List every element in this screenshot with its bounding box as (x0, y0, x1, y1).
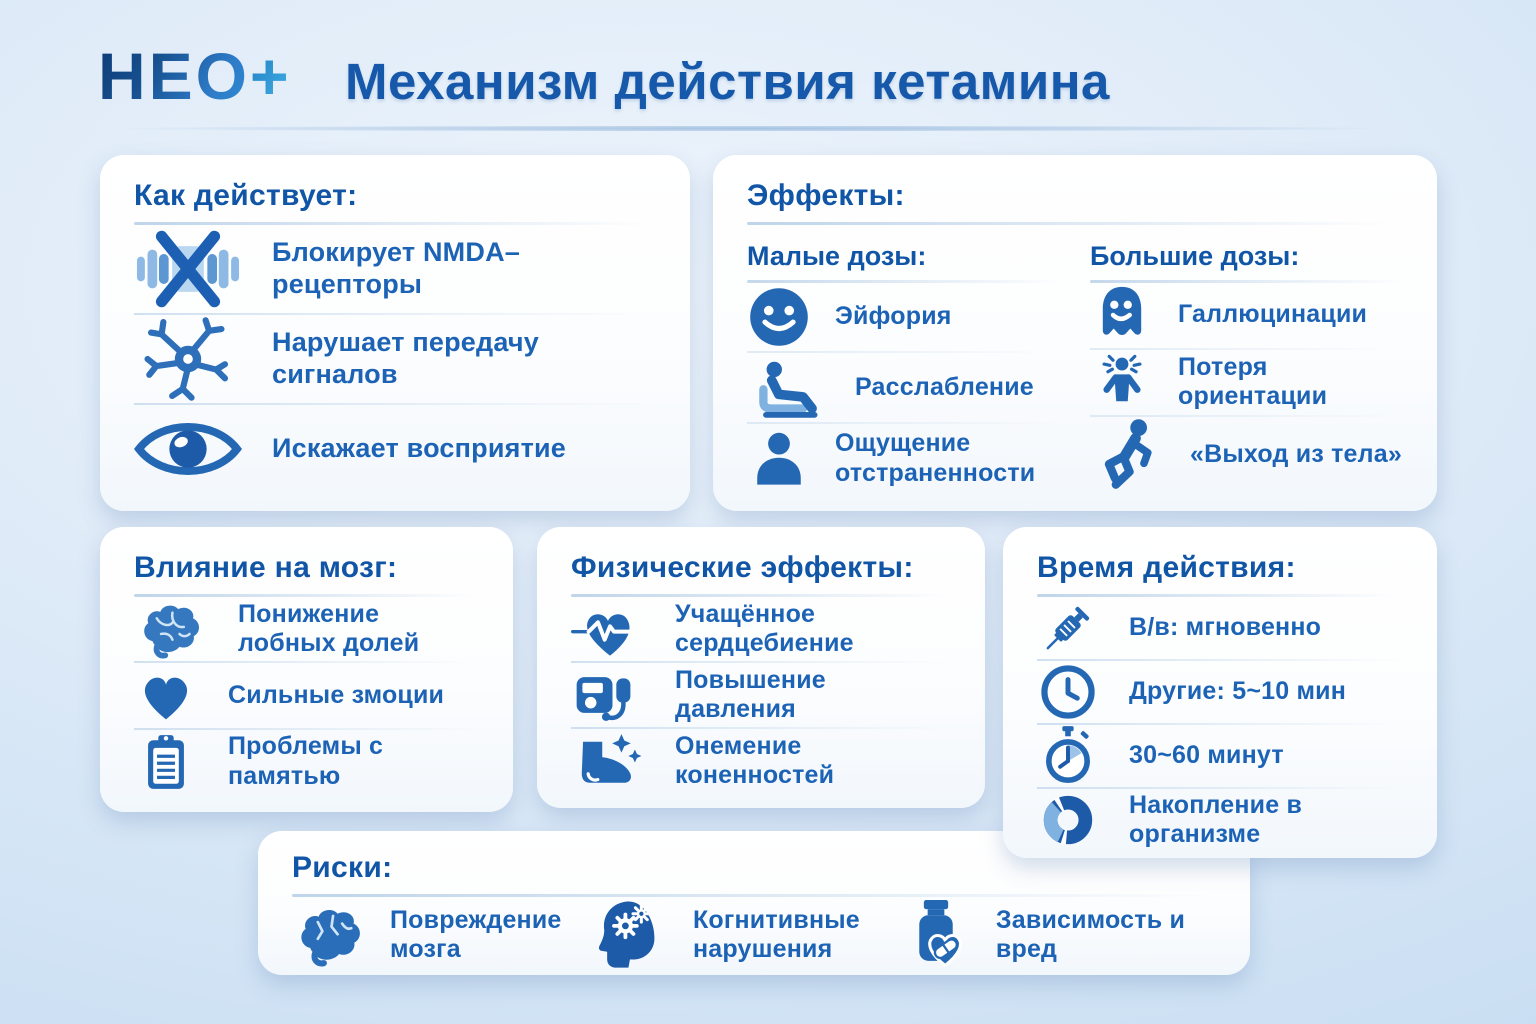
card-title: Влияние на мозг: (134, 551, 398, 584)
card-title: Время действия: (1037, 551, 1296, 584)
neuron-icon (134, 315, 242, 403)
item-label: Повышение давления (675, 665, 826, 723)
list-item (134, 403, 656, 493)
card-duration (1003, 527, 1437, 858)
item-label: Потеря ориентации (1178, 352, 1328, 411)
item-label: Эйфория (835, 302, 952, 331)
blood-pressure-icon (571, 663, 645, 727)
relax-icon (747, 356, 831, 420)
item-label: Онемение коненностей (675, 731, 835, 789)
item-label: Накопление в организме (1129, 790, 1303, 848)
effects-column-small-doses (747, 225, 1060, 493)
list-item (571, 597, 951, 661)
addiction-icon (898, 897, 974, 973)
item-label: Повреждение мозга (390, 905, 562, 963)
list-item (571, 727, 951, 793)
item-label: Другие: 5~10 мин (1129, 677, 1347, 706)
card-effects (713, 155, 1437, 511)
list-item (134, 313, 656, 403)
list-item (595, 897, 898, 973)
item-label: Понижение лобных долей (238, 599, 420, 658)
list-item (1037, 597, 1403, 659)
header-divider (105, 126, 1395, 131)
item-label: Ощущение отстраненности (835, 429, 1036, 487)
list-item (747, 422, 1060, 493)
brain-damage-icon (292, 897, 368, 973)
card-how-it-works (100, 155, 690, 511)
card-title: Риски: (292, 851, 393, 884)
ghost-icon (1090, 283, 1154, 347)
accumulation-chart-icon (1037, 789, 1099, 851)
item-label: Галлюцинации (1178, 300, 1368, 329)
list-item (292, 897, 595, 973)
card-physical-effects (537, 527, 985, 808)
list-item (747, 283, 1060, 352)
item-label: Проблемы с памятью (228, 732, 384, 790)
page-title: Механизм действия кетамина (345, 53, 1110, 110)
eye-icon (134, 405, 242, 493)
logo (98, 38, 292, 114)
card-brain-impact (100, 527, 513, 812)
list-item (1090, 415, 1403, 493)
item-label: 30~60 минут (1129, 741, 1284, 770)
card-title: Эффекты: (747, 179, 905, 212)
list-item (134, 661, 479, 727)
column-subtitle: Большие дозы: (1090, 241, 1300, 271)
person-icon (747, 427, 811, 491)
list-item (1090, 348, 1403, 415)
numb-foot-icon (571, 729, 645, 793)
list-item (134, 225, 656, 313)
item-label: Когнитивные нарушения (692, 905, 860, 963)
list-item (1090, 283, 1403, 348)
card-title: Как действует: (134, 179, 358, 212)
list-item (571, 661, 951, 727)
receptor-blocked-icon (134, 225, 242, 313)
list-item (898, 897, 1216, 973)
effects-column-large-doses (1090, 225, 1403, 493)
cognitive-icon (595, 897, 671, 973)
logo-plus-icon: + (250, 39, 292, 113)
column-subtitle: Малые дозы: (747, 241, 927, 271)
clipboard-icon (134, 730, 198, 794)
list-item (134, 728, 479, 794)
syringe-icon (1037, 597, 1099, 659)
list-item (134, 597, 479, 661)
item-label: Нарушает передачу сигналов (272, 327, 539, 389)
item-label: «Выход из тела» (1190, 440, 1402, 469)
smiley-icon (747, 285, 811, 349)
item-label: Зависимость и вред (995, 905, 1186, 963)
disorientation-icon (1090, 350, 1154, 414)
out-of-body-icon (1090, 417, 1166, 493)
item-label: Учащённое сердцебиение (675, 599, 854, 657)
brain-icon (134, 597, 208, 661)
heart-icon (134, 663, 198, 727)
clock-icon (1037, 661, 1099, 723)
item-label: Расслабление (855, 372, 1034, 401)
list-item (747, 351, 1060, 422)
card-title: Физические эффекты: (571, 551, 914, 584)
item-label: В/в: мгновенно (1129, 613, 1322, 642)
item-label: Искажает восприятие (272, 433, 567, 464)
list-item (1037, 659, 1403, 723)
list-item (1037, 723, 1403, 787)
heartbeat-icon (571, 597, 645, 661)
item-label: Сильные змоции (228, 680, 445, 709)
item-label: Блокирует NMDA–рецепторы (272, 237, 520, 299)
logo-text: НЕО (98, 39, 251, 113)
stopwatch-icon (1037, 725, 1099, 787)
list-item (1037, 787, 1403, 851)
